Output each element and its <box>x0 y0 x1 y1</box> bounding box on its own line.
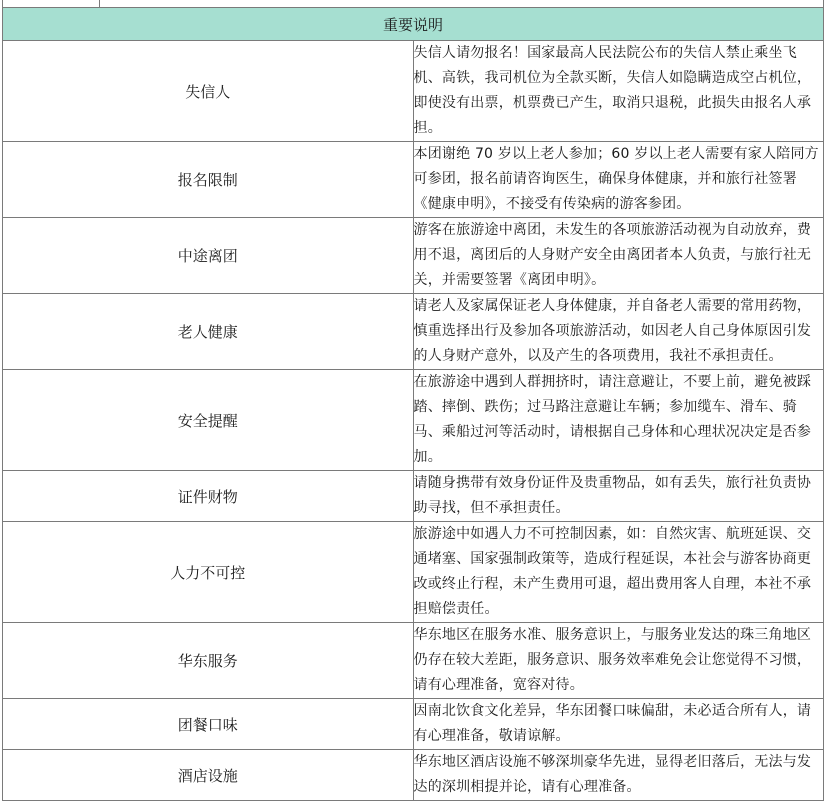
row-label: 证件财物 <box>3 471 414 522</box>
table-row <box>3 218 824 294</box>
table-row <box>3 294 824 370</box>
row-label: 团餐口味 <box>3 699 414 750</box>
table-border <box>99 0 100 7</box>
important-notes-table <box>2 7 824 801</box>
table-row <box>3 142 824 218</box>
row-label: 华东服务 <box>3 623 414 699</box>
table-border <box>823 0 824 7</box>
header-row <box>3 8 824 41</box>
table-row <box>3 41 824 142</box>
row-text: 旅游途中如遇人力不可控制因素，如：自然灾害、航班延误、交通堵塞、国家强制政策等，造成行程延误，本社会与游客协商更改或终止行程，未产生费用可退，超出费用客人自理，本社不承担赔偿责任。 <box>413 522 824 623</box>
table-row <box>3 522 824 623</box>
row-label: 酒店设施 <box>3 750 414 801</box>
row-text: 因南北饮食文化差异，华东团餐口味偏甜，未必适合所有人，请有心理准备，敬请谅解。 <box>413 699 824 750</box>
row-text: 本团谢绝 70 岁以上老人参加；60 岁以上老人需要有家人陪同方可参团，报名前请咨询医生，确保身体健康，并和旅行社签署《健康申明》，不接受有传染病的游客参团。 <box>413 142 824 218</box>
previous-table-edge <box>0 0 826 7</box>
table-title: 重要说明 <box>3 8 824 41</box>
row-label: 中途离团 <box>3 218 414 294</box>
table-row <box>3 370 824 471</box>
table-row <box>3 471 824 522</box>
row-label: 人力不可控 <box>3 522 414 623</box>
row-text: 失信人请勿报名！国家最高人民法院公布的失信人禁止乘坐飞机、高铁，我司机位为全款买断，失信人如隐瞒造成空占机位，即使没有出票，机票费已产生，取消只退税，此损失由报名人承担。 <box>413 41 824 142</box>
row-text: 华东地区酒店设施不够深圳豪华先进，显得老旧落后，无法与发达的深圳相提并论，请有心理准备。 <box>413 750 824 801</box>
table-row <box>3 699 824 750</box>
row-label: 安全提醒 <box>3 370 414 471</box>
row-text: 请老人及家属保证老人身体健康，并自备老人需要的常用药物，慎重选择出行及参加各项旅游活动，如因老人自己身体原因引发的人身财产意外，以及产生的各项费用，我社不承担责任。 <box>413 294 824 370</box>
row-label: 失信人 <box>3 41 414 142</box>
row-text: 在旅游途中遇到人群拥挤时，请注意避让，不要上前，避免被踩踏、摔倒、跌伤；过马路注意避让车辆；参加缆车、滑车、骑马、乘船过河等活动时，请根据自己身体和心理状况决定是否参加。 <box>413 370 824 471</box>
row-text: 华东地区在服务水准、服务意识上，与服务业发达的珠三角地区仍存在较大差距，服务意识、服务效率难免会让您觉得不习惯，请有心理准备，宽容对待。 <box>413 623 824 699</box>
row-label: 老人健康 <box>3 294 414 370</box>
table-row <box>3 750 824 801</box>
row-text: 游客在旅游途中离团，未发生的各项旅游活动视为自动放弃，费用不退，离团后的人身财产安全由离团者本人负责，与旅行社无关，并需要签署《离团申明》。 <box>413 218 824 294</box>
row-text: 请随身携带有效身份证件及贵重物品，如有丢失，旅行社负责协助寻找，但不承担责任。 <box>413 471 824 522</box>
table-border <box>2 0 3 7</box>
row-label: 报名限制 <box>3 142 414 218</box>
table-row <box>3 623 824 699</box>
